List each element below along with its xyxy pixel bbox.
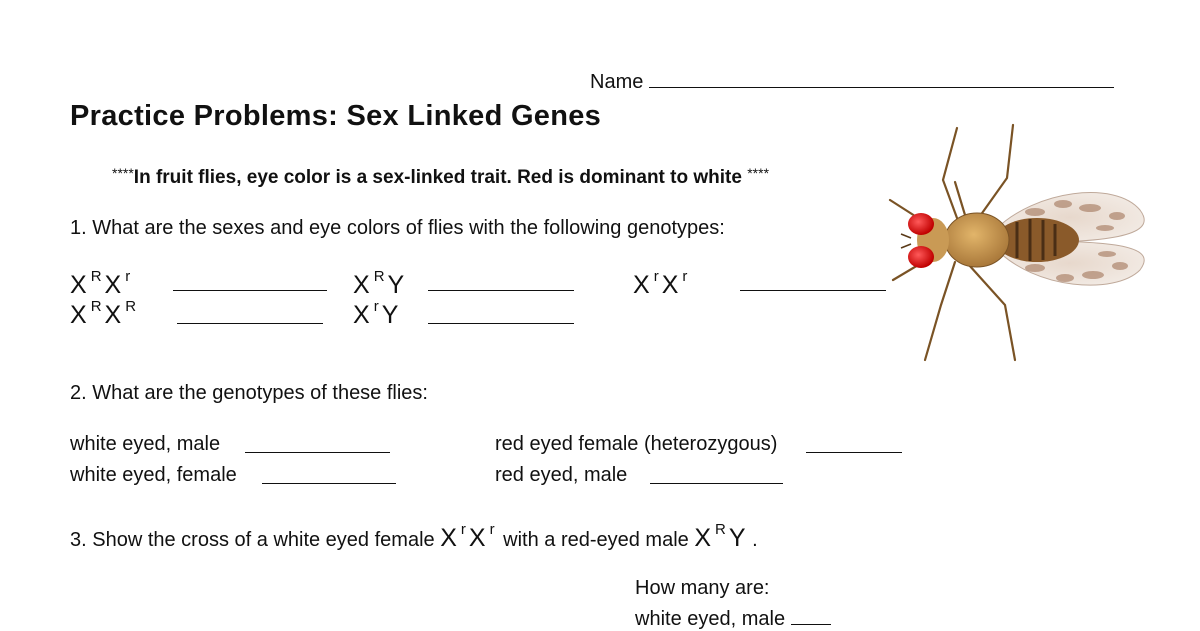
fly-eye-bottom	[908, 246, 934, 268]
q3-suffix: .	[752, 529, 758, 551]
intro-statement	[112, 165, 769, 189]
q1-answer-blank-2[interactable]	[428, 290, 574, 291]
name-label: Name	[590, 71, 644, 93]
fly-eye-top	[908, 213, 934, 235]
q3-female-genotype: X $^r$X $^r$	[440, 521, 496, 552]
q2-answer-blank-2[interactable]	[262, 483, 396, 484]
q2-answer-blank-4[interactable]	[650, 483, 783, 484]
q2-item-white-female: white eyed, female	[70, 464, 237, 486]
q1-genotype-1: X $^R$X $^r$	[70, 268, 132, 299]
q3-how-many: How many are:	[635, 577, 770, 599]
q3-statement	[70, 521, 758, 553]
q1-prompt: 1. What are the sexes and eye colors of flies with the following genotypes:	[70, 217, 725, 239]
q3-count-blank-1[interactable]	[791, 624, 831, 625]
q1-genotype-4: X $^R$X $^R$	[70, 298, 138, 329]
q2-item-red-male: red eyed, male	[495, 464, 628, 486]
page-title: Practice Problems: Sex Linked Genes	[70, 100, 602, 132]
q3-male-genotype: X $^R$Y	[694, 521, 747, 552]
q3-prefix: 3. Show the cross of a white eyed female	[70, 529, 435, 551]
name-blank[interactable]	[649, 87, 1114, 88]
q2-answer-blank-1[interactable]	[245, 452, 390, 453]
intro-stars-right: ****	[747, 165, 770, 181]
q1-answer-blank-4[interactable]	[177, 323, 323, 324]
q2-item-white-male: white eyed, male	[70, 433, 221, 455]
fly-thorax	[945, 213, 1009, 267]
q2-item-red-female-het: red eyed female (heterozygous)	[495, 433, 778, 455]
q1-answer-blank-5[interactable]	[428, 323, 574, 324]
q1-genotype-3: X $^r$X $^r$	[633, 268, 689, 299]
q2-prompt: 2. What are the genotypes of these flies:	[70, 382, 428, 404]
fruit-fly-icon	[885, 120, 1170, 365]
q1-answer-blank-1[interactable]	[173, 290, 327, 291]
q2-answer-blank-3[interactable]	[806, 452, 902, 453]
q3-count-white-male: white eyed, male	[635, 608, 831, 631]
q3-middle: with a red-eyed male	[503, 529, 689, 551]
intro-text: In fruit flies, eye color is a sex-linked trait. Red is dominant to white	[133, 167, 742, 188]
intro-stars-left: ****	[112, 165, 134, 181]
q1-genotype-5: X $^r$Y	[353, 298, 400, 329]
q1-genotype-2: X $^R$Y	[353, 268, 406, 299]
name-field-row	[590, 71, 1114, 94]
q1-answer-blank-3[interactable]	[740, 290, 886, 291]
